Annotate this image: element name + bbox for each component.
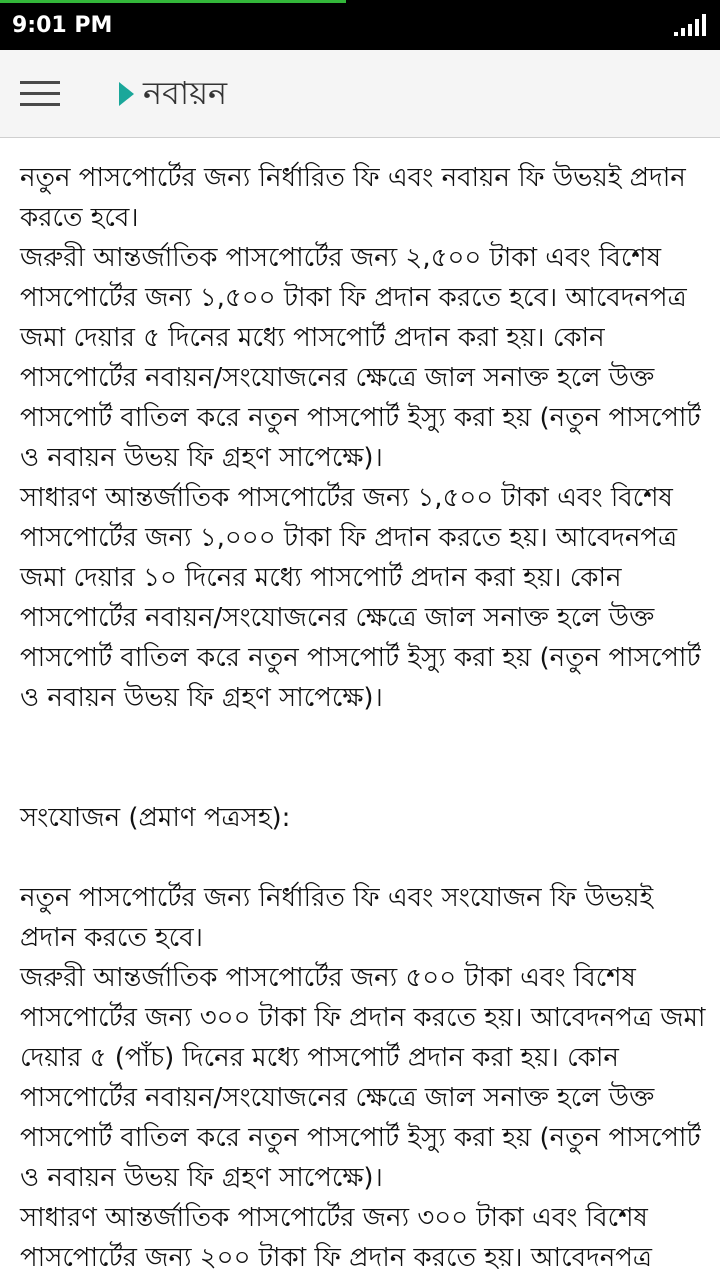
signal-strength-icon <box>674 14 708 36</box>
play-arrow-icon <box>119 82 134 106</box>
paragraph: সাধারণ আন্তর্জাতিক পাসপোর্টের জন্য ৩০০ টাকা এবং বিশেষ পাসপোর্টের জন্য ২০০ টাকা ফি প্রদান করতে হয়। আবেদনপত্র <box>20 1203 657 1273</box>
page-load-progress <box>0 0 346 3</box>
section-heading: সংযোজন (প্রমাণ পত্রসহ): <box>20 803 291 833</box>
paragraph: জরুরী আন্তর্জাতিক পাসপোর্টের জন্য ৫০০ টাকা এবং বিশেষ পাসপোর্টের জন্য ৩০০ টাকা ফি প্রদান করতে হয়। আবেদনপত্র জমা দেয়ার ৫ (পাঁচ) দিনের মধ্যে পাসপোর্ট প্রদান করা হয়। কোন পাসপোর্টের নবায়ন/সংযোজনের ক্ষেত্রে জাল সনাক্ত হলে উক্ত পাসপোর্ট বাতিল করে নতুন পাসপোর্ট ইস্যু করা হয় (নতুন পাসপোর্ট ও নবায়ন উভয় ফি গ্রহণ সাপেক্ষে)। <box>20 963 714 1193</box>
paragraph: নতুন পাসপোর্টের জন্য নির্ধারিত ফি এবং নবায়ন ফি উভয়ই প্রদান করতে হবে। <box>20 163 695 233</box>
page-title: নবায়ন <box>143 74 228 112</box>
status-bar <box>0 0 720 50</box>
paragraph: নতুন পাসপোর্টের জন্য নির্ধারিত ফি এবং সংযোজন ফি উভয়ই প্রদান করতে হবে। <box>20 883 662 953</box>
status-time: 9:01 PM <box>12 13 113 38</box>
article-content <box>20 158 714 1280</box>
app-bar <box>0 50 720 138</box>
paragraph: সাধারণ আন্তর্জাতিক পাসপোর্টের জন্য ১,৫০০ টাকা এবং বিশেষ পাসপোর্টের জন্য ১,০০০ টাকা ফি প্রদান করতে হয়। আবেদনপত্র জমা দেয়ার ১০ দিনের মধ্যে পাসপোর্ট প্রদান করা হয়। কোন পাসপোর্টের নবায়ন/সংযোজনের ক্ষেত্রে জাল সনাক্ত হলে উক্ত পাসপোর্ট বাতিল করে নতুন পাসপোর্ট ইস্যু করা হয় (নতুন পাসপোর্ট ও নবায়ন উভয় ফি গ্রহণ সাপেক্ষে)। <box>20 483 709 713</box>
hamburger-menu-icon[interactable] <box>20 81 60 107</box>
paragraph: জরুরী আন্তর্জাতিক পাসপোর্টের জন্য ২,৫০০ টাকা এবং বিশেষ পাসপোর্টের জন্য ১,৫০০ টাকা ফি প্রদান করতে হবে। আবেদনপত্র জমা দেয়ার ৫ দিনের মধ্যে পাসপোর্ট প্রদান করা হয়। কোন পাসপোর্টের নবায়ন/সংযোজনের ক্ষেত্রে জাল সনাক্ত হলে উক্ত পাসপোর্ট বাতিল করে নতুন পাসপোর্ট ইস্যু করা হয় (নতুন পাসপোর্ট ও নবায়ন উভয় ফি গ্রহণ সাপেক্ষে)। <box>20 243 709 473</box>
